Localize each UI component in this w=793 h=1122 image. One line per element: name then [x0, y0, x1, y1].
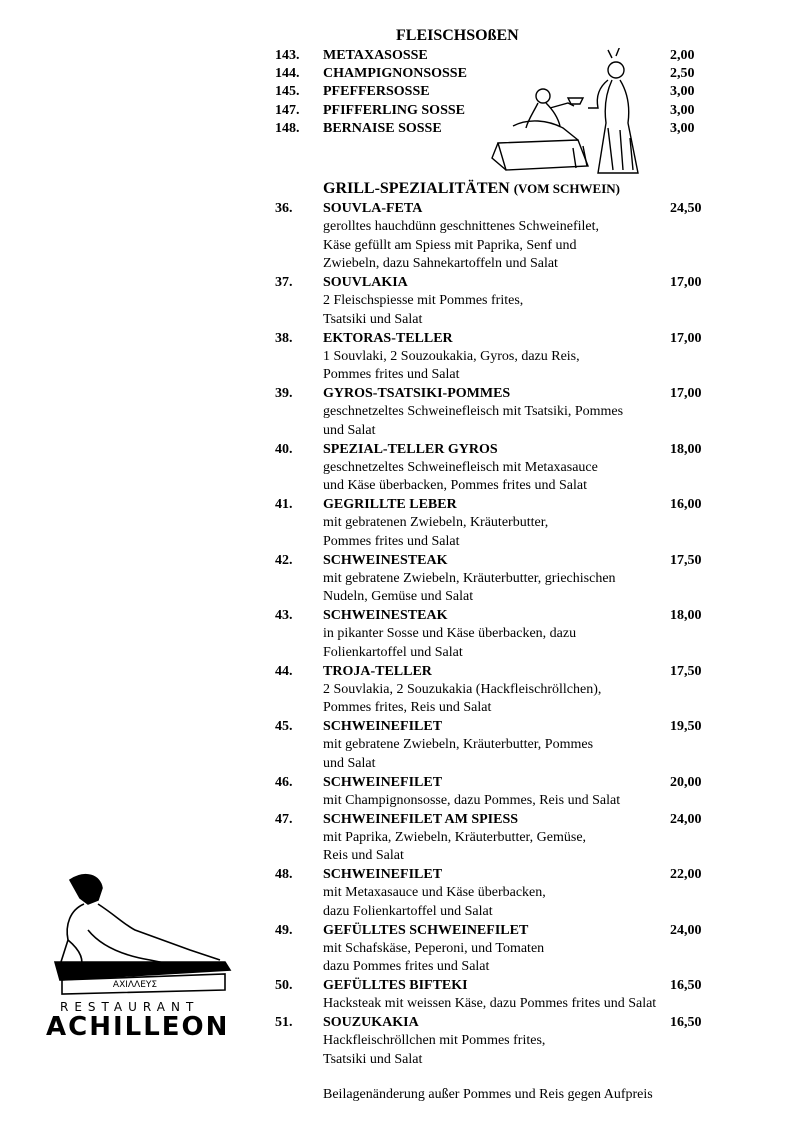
item-number: 37.	[275, 275, 293, 290]
item-number: 51.	[275, 1015, 293, 1030]
sauce-name: METAXASOSSE	[323, 48, 428, 63]
item-description	[323, 459, 713, 496]
item-price: 17,50	[670, 663, 702, 679]
item-description-line: mit Metaxasauce und Käse überbacken,	[323, 885, 546, 900]
item-description	[323, 348, 713, 385]
sauce-name: PFIFFERLING SOSSE	[323, 102, 465, 118]
item-description	[323, 884, 713, 921]
item-description-line: und Käse überbacken, Pommes frites und Salat	[323, 478, 587, 493]
item-description-line: Käse gefüllt am Spiess mit Paprika, Senf und	[323, 237, 577, 253]
item-description	[323, 514, 713, 551]
sauce-name: CHAMPIGNONSOSSE	[323, 66, 467, 82]
item-description-line: und Salat	[323, 422, 376, 438]
item-description	[323, 218, 713, 274]
grill-title-main: GRILL-SPEZIALITÄTEN	[323, 180, 510, 197]
item-description-line: 1 Souvlaki, 2 Souzoukakia, Gyros, dazu Reis,	[323, 348, 580, 364]
sauce-number: 145.	[275, 84, 300, 100]
item-description-line: mit Schafskäse, Peperoni, und Tomaten	[323, 940, 545, 956]
item-description	[323, 403, 713, 440]
item-number: 50.	[275, 978, 293, 993]
sauce-price: 2,00	[670, 48, 695, 63]
item-number: 41.	[275, 497, 293, 512]
item-name: SCHWEINEFILET	[323, 774, 443, 790]
item-description	[323, 570, 713, 607]
achilles-logo-illustration	[40, 870, 240, 1000]
item-price: 19,50	[670, 719, 702, 734]
item-description-line: Tsatsiki und Salat	[323, 311, 423, 327]
sauce-number: 148.	[275, 120, 300, 136]
item-name: SCHWEINESTEAK	[323, 608, 448, 623]
item-description-line: Zwiebeln, dazu Sahnekartoffeln und Salat	[323, 256, 558, 271]
item-number: 44.	[275, 663, 293, 679]
item-price: 16,50	[670, 1015, 702, 1030]
item-description-line: mit Paprika, Zwiebeln, Kräuterbutter, Gemüse,	[323, 829, 587, 845]
sauce-number: 147.	[275, 102, 300, 118]
item-description-line: geschnetzeltes Schweinefleisch mit Metaxasauce	[323, 459, 598, 475]
item-description-line: und Salat	[323, 755, 376, 771]
item-description	[323, 681, 713, 718]
item-name: GEFÜLLTES BIFTEKI	[323, 978, 468, 993]
item-number: 39.	[275, 386, 293, 401]
item-name: TROJA-TELLER	[323, 663, 432, 679]
item-description-line: mit gebratene Zwiebeln, Kräuterbutter, Pommes	[323, 737, 594, 752]
item-number: 42.	[275, 552, 293, 568]
item-name: GYROS-TSATSIKI-POMMES	[323, 386, 511, 401]
logo-brand-name: ACHILLEON	[46, 1012, 230, 1042]
item-name: SCHWEINEFILET	[323, 719, 443, 734]
item-description	[323, 829, 713, 866]
footer-note: Beilagenänderung außer Pommes und Reis gegen Aufpreis	[323, 1087, 653, 1102]
item-name: EKTORAS-TELLER	[323, 330, 453, 346]
sauce-price: 3,00	[670, 84, 695, 100]
sauce-price: 3,00	[670, 102, 695, 118]
item-description-line: geschnetzeltes Schweinefleisch mit Tsatsiki, Pommes	[323, 404, 624, 419]
item-number: 43.	[275, 608, 293, 623]
item-name: SOUZUKAKIA	[323, 1015, 419, 1030]
item-price: 20,00	[670, 774, 702, 790]
sauces-title: FLEISCHSOßEN	[396, 27, 519, 44]
item-description-line: mit gebratenen Zwiebeln, Kräuterbutter,	[323, 515, 549, 530]
item-description	[323, 736, 713, 773]
sauce-name: PFEFFERSOSSE	[323, 84, 430, 100]
item-description-line: Pommes frites und Salat	[323, 533, 460, 549]
item-price: 18,00	[670, 441, 702, 457]
item-description-line: dazu Pommes frites und Salat	[323, 959, 490, 974]
grill-title-sub: (VOM SCHWEIN)	[513, 181, 620, 196]
item-price: 17,50	[670, 552, 702, 568]
item-price: 22,00	[670, 867, 702, 882]
sauce-price: 3,00	[670, 120, 695, 136]
item-price: 24,50	[670, 201, 702, 216]
item-price: 17,00	[670, 330, 702, 346]
item-description-line: Hacksteak mit weissen Käse, dazu Pommes frites und Salat	[323, 996, 657, 1011]
item-description	[323, 625, 713, 662]
item-description	[323, 1032, 713, 1069]
item-price: 16,00	[670, 497, 702, 512]
item-price: 17,00	[670, 275, 702, 290]
item-description-line: Reis und Salat	[323, 848, 404, 863]
grill-title	[323, 180, 620, 198]
item-number: 49.	[275, 922, 293, 938]
item-description	[323, 995, 713, 1014]
item-number: 36.	[275, 201, 293, 216]
item-description-line: 2 Souvlakia, 2 Souzukakia (Hackfleischröllchen),	[323, 681, 602, 697]
item-name: SCHWEINEFILET	[323, 867, 443, 882]
item-name: SCHWEINEFILET AM SPIESS	[323, 811, 519, 827]
greek-scene-illustration	[488, 48, 658, 178]
item-description	[323, 292, 713, 329]
item-name: SCHWEINESTEAK	[323, 552, 448, 568]
item-description-line: mit Champignonsosse, dazu Pommes, Reis und Salat	[323, 792, 621, 808]
item-price: 16,50	[670, 978, 702, 993]
item-number: 46.	[275, 774, 293, 790]
item-name: GEFÜLLTES SCHWEINEFILET	[323, 922, 529, 938]
item-description-line: in pikanter Sosse und Käse überbacken, dazu	[323, 626, 577, 641]
item-name: SOUVLAKIA	[323, 275, 408, 290]
item-description-line: mit gebratene Zwiebeln, Kräuterbutter, griechischen	[323, 570, 616, 586]
item-price: 24,00	[670, 922, 702, 938]
item-price: 17,00	[670, 386, 702, 401]
item-price: 18,00	[670, 608, 702, 623]
item-description-line: 2 Fleischspiesse mit Pommes frites,	[323, 293, 524, 308]
item-number: 47.	[275, 811, 293, 827]
item-description-line: Pommes frites, Reis und Salat	[323, 700, 492, 715]
item-number: 48.	[275, 867, 293, 882]
item-description-line: Tsatsiki und Salat	[323, 1051, 423, 1067]
item-description	[323, 792, 713, 811]
item-description-line: Hackfleischröllchen mit Pommes frites,	[323, 1033, 546, 1048]
sauce-number: 144.	[275, 66, 300, 82]
item-number: 38.	[275, 330, 293, 346]
item-number: 40.	[275, 441, 293, 457]
item-description-line: gerolltes hauchdünn geschnittenes Schweinefilet,	[323, 219, 600, 234]
logo-plinth-text: ΑΧΙΛΛΕΥΣ	[112, 980, 158, 990]
logo-restaurant-label: RESTAURANT	[60, 1000, 200, 1014]
sauce-price: 2,50	[670, 66, 695, 82]
item-description-line: Nudeln, Gemüse und Salat	[323, 589, 474, 604]
item-name: SPEZIAL-TELLER GYROS	[323, 441, 498, 457]
item-name: GEGRILLTE LEBER	[323, 497, 457, 512]
item-price: 24,00	[670, 811, 702, 827]
item-number: 45.	[275, 719, 293, 734]
item-name: SOUVLA-FETA	[323, 201, 423, 216]
sauce-number: 143.	[275, 48, 300, 63]
item-description-line: dazu Folienkartoffel und Salat	[323, 903, 493, 919]
item-description-line: Folienkartoffel und Salat	[323, 644, 463, 660]
sauce-name: BERNAISE SOSSE	[323, 120, 442, 136]
item-description-line: Pommes frites und Salat	[323, 367, 460, 382]
item-description	[323, 940, 713, 977]
